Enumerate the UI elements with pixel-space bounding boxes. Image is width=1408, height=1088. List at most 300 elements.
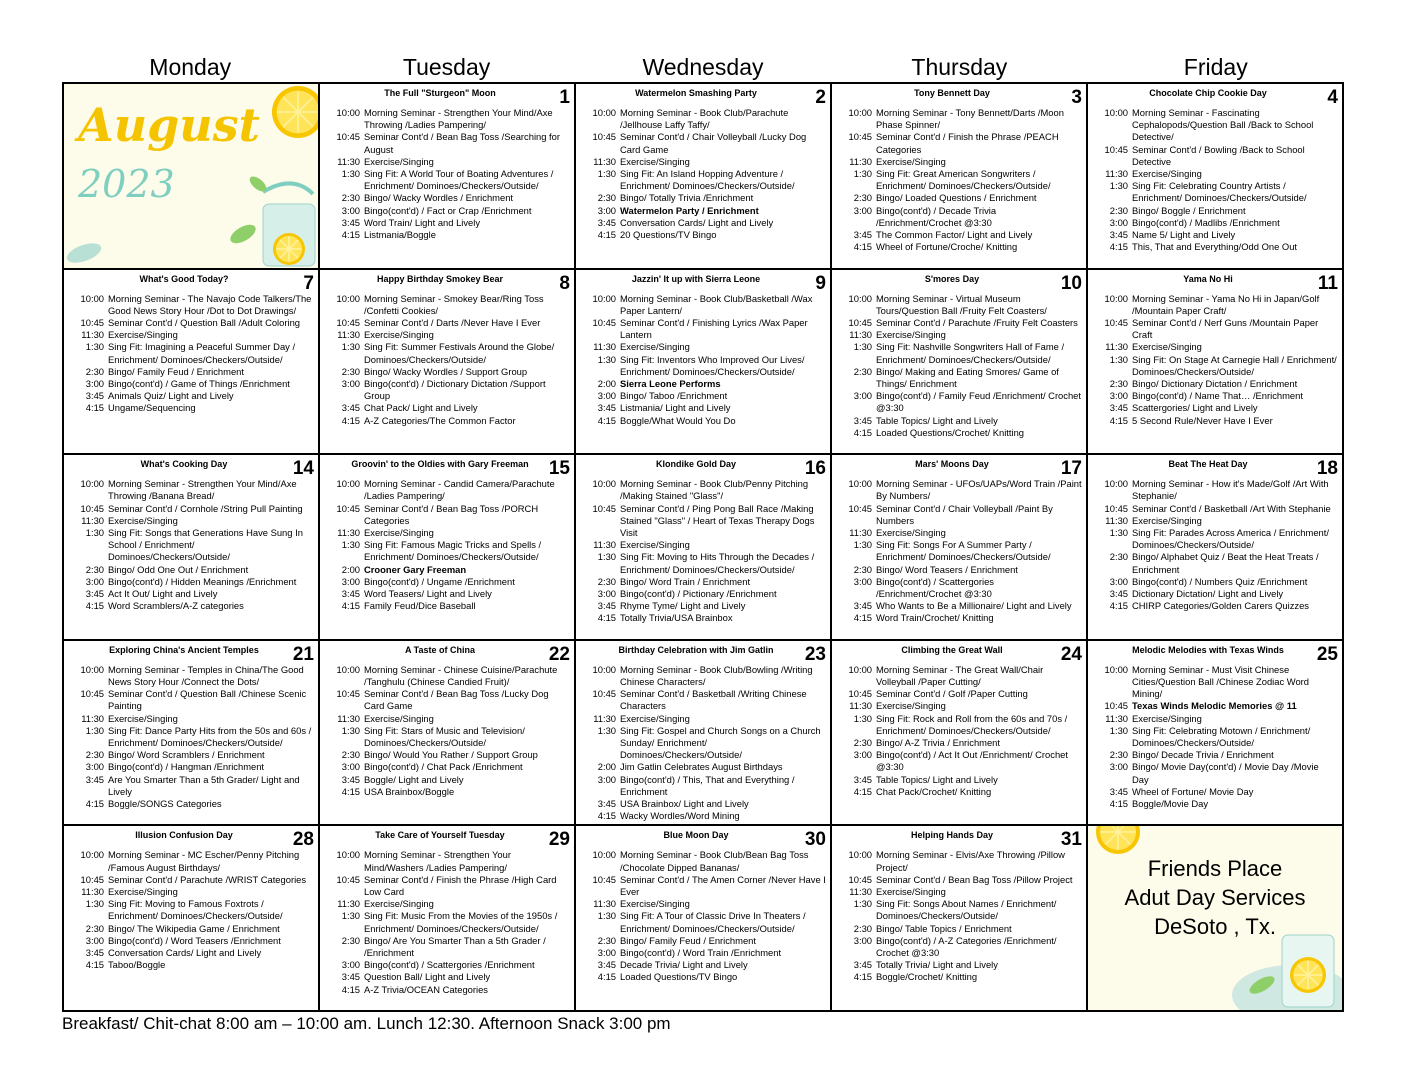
event-description: Morning Seminar - Candid Camera/Parachute /Ladies Pampering/ bbox=[364, 478, 555, 502]
event-time: 3:00 bbox=[1109, 761, 1128, 773]
event-time: 10:00 bbox=[80, 663, 104, 675]
day-number: 24 bbox=[1060, 643, 1082, 665]
event-time: 10:45 bbox=[1104, 502, 1128, 514]
event-description: Bingo/ Would You Rather / Support Group bbox=[364, 749, 538, 761]
event-description: Bingo/ Alphabet Quiz / Beat the Heat Treats / Enrichment bbox=[1132, 551, 1319, 575]
event-description: Texas Winds Melodic Memories @ 11 bbox=[1132, 700, 1297, 712]
event-description: Exercise/Singing bbox=[876, 329, 946, 341]
event-item bbox=[72, 390, 314, 402]
event-description: Seminar Cont'd / Bean Bag Toss /Searching for August bbox=[364, 131, 560, 155]
event-item bbox=[328, 192, 570, 204]
event-time: 3:00 bbox=[1109, 216, 1128, 228]
event-time: 10:00 bbox=[848, 478, 872, 490]
event-time: 10:00 bbox=[336, 292, 360, 304]
event-time: 10:45 bbox=[592, 873, 616, 885]
event-description: Exercise/Singing bbox=[620, 341, 690, 353]
event-description: Ungame/Sequencing bbox=[108, 402, 196, 414]
day-theme: Helping Hands Day bbox=[910, 830, 993, 841]
event-item bbox=[1096, 761, 1338, 785]
event-time: 4:15 bbox=[853, 612, 872, 624]
event-description: Exercise/Singing bbox=[108, 712, 178, 724]
event-time: 10:00 bbox=[592, 107, 616, 118]
event-time: 10:00 bbox=[592, 478, 616, 490]
event-time: 3:00 bbox=[853, 204, 872, 216]
event-item bbox=[584, 664, 826, 688]
event-time: 11:30 bbox=[849, 329, 872, 341]
event-list bbox=[64, 472, 318, 612]
event-item bbox=[328, 725, 570, 749]
event-description: Sing Fit: Moving to Famous Foxtrots / Enrichment/ Dominoes/Checkers/Outside/ bbox=[108, 898, 283, 922]
event-description: Who Wants to Be a Millionaire/ Light and Lively bbox=[876, 600, 1072, 612]
event-description: Morning Seminar - How it's Made/Golf /Art With Stephanie/ bbox=[1132, 478, 1329, 502]
event-description: Exercise/Singing bbox=[876, 700, 946, 712]
day-cell bbox=[319, 454, 575, 640]
event-item bbox=[840, 229, 1082, 241]
event-description: Bingo(cont'd) / Madlibs /Enrichment bbox=[1132, 216, 1280, 228]
event-time: 2:30 bbox=[853, 192, 872, 204]
day-theme: Climbing the Great Wall bbox=[901, 644, 1003, 655]
event-item bbox=[72, 317, 314, 329]
event-time: 4:15 bbox=[597, 612, 616, 624]
event-description: Exercise/Singing bbox=[620, 898, 690, 910]
event-item bbox=[840, 749, 1082, 773]
event-time: 4:15 bbox=[597, 810, 616, 822]
event-description: Morning Seminar - Virtual Museum Tours/Question Ball /Fruity Felt Coasters/ bbox=[876, 292, 1047, 316]
event-item bbox=[584, 156, 826, 168]
event-item bbox=[1096, 527, 1338, 551]
day-number: 18 bbox=[1316, 458, 1338, 480]
event-item bbox=[1096, 144, 1338, 168]
event-time: 4:15 bbox=[1109, 798, 1128, 810]
event-item bbox=[840, 923, 1082, 935]
event-time: 10:45 bbox=[336, 317, 360, 328]
event-item bbox=[840, 935, 1082, 959]
event-item bbox=[840, 786, 1082, 798]
event-description: A-Z Categories/The Common Factor bbox=[364, 414, 516, 426]
event-description: Watermelon Party / Enrichment bbox=[620, 204, 759, 216]
event-time: 3:45 bbox=[853, 414, 872, 426]
event-time: 1:30 bbox=[597, 168, 616, 180]
event-description: Family Feud/Dice Baseball bbox=[364, 600, 476, 612]
event-item bbox=[840, 131, 1082, 155]
meal-schedule-footer: Breakfast/ Chit-chat 8:00 am – 10:00 am. Lunch 12:30. Afternoon Snack 3:00 pm bbox=[62, 1014, 671, 1033]
event-item bbox=[328, 849, 570, 873]
day-theme: A Taste of China bbox=[404, 644, 475, 655]
event-description: Animals Quiz/ Light and Lively bbox=[108, 390, 234, 402]
event-item bbox=[840, 737, 1082, 749]
event-item bbox=[584, 810, 826, 822]
day-number: 23 bbox=[804, 643, 826, 665]
day-cell bbox=[831, 269, 1087, 455]
event-item bbox=[72, 935, 314, 947]
event-time: 10:45 bbox=[336, 502, 360, 514]
event-description: Morning Seminar - Book Club/Bowling /Writing Chinese Characters/ bbox=[620, 663, 813, 687]
event-description: Seminar Cont'd / Bowling /Back to School Detective bbox=[1132, 143, 1305, 167]
event-description: Exercise/Singing bbox=[364, 527, 434, 538]
event-description: Sing Fit: Famous Magic Tricks and Spells / Enrichment/ Dominoes/Checkers/Outside/ bbox=[364, 539, 542, 563]
event-item bbox=[840, 971, 1082, 983]
event-item bbox=[72, 329, 314, 341]
event-time: 10:45 bbox=[336, 131, 360, 143]
event-time: 11:30 bbox=[337, 898, 360, 910]
event-description: Jim Gatlin Celebrates August Birthdays bbox=[620, 761, 783, 773]
event-list bbox=[320, 843, 574, 995]
event-description: Seminar Cont'd / Parachute /Fruity Felt Coasters bbox=[876, 317, 1078, 328]
event-item bbox=[72, 886, 314, 898]
event-item bbox=[584, 205, 826, 217]
event-item bbox=[328, 935, 570, 959]
event-item bbox=[72, 402, 314, 414]
event-time: 2:30 bbox=[85, 365, 104, 377]
event-time: 1:30 bbox=[341, 341, 360, 353]
day-number: 21 bbox=[292, 643, 314, 665]
event-item bbox=[328, 378, 570, 402]
event-time: 10:00 bbox=[80, 849, 104, 861]
event-description: 5 Second Rule/Never Have I Ever bbox=[1132, 414, 1273, 426]
event-description: Sing Fit: Celebrating Motown / Enrichment/ Dominoes/Checkers/Outside/ bbox=[1132, 724, 1311, 749]
day-number: 22 bbox=[548, 643, 570, 665]
event-description: Sing Fit: Songs For A Summer Party / Enrichment/ Dominoes/Checkers/Outside/ bbox=[876, 539, 1051, 563]
weekday-tuesday: Tuesday bbox=[402, 54, 491, 80]
day-theme: Watermelon Smashing Party bbox=[635, 88, 757, 98]
event-time: 2:30 bbox=[341, 934, 360, 946]
event-description: Sing Fit: Parades Across America / Enrichment/ Dominoes/Checkers/Outside/ bbox=[1132, 527, 1329, 551]
event-time: 10:00 bbox=[336, 663, 360, 675]
event-time: 10:00 bbox=[336, 107, 360, 118]
day-cell bbox=[831, 83, 1087, 269]
event-time: 3:00 bbox=[597, 773, 616, 785]
event-time: 10:00 bbox=[336, 478, 360, 490]
event-time: 1:30 bbox=[85, 724, 104, 736]
event-item bbox=[840, 427, 1082, 439]
event-item bbox=[1096, 107, 1338, 144]
event-time: 10:45 bbox=[80, 502, 104, 514]
day-cell bbox=[1087, 640, 1343, 826]
event-time: 2:30 bbox=[853, 922, 872, 934]
event-time: 2:30 bbox=[341, 192, 360, 204]
event-time: 10:00 bbox=[80, 478, 104, 490]
day-theme: Tony Bennett Day bbox=[914, 88, 990, 98]
event-description: Boggle/Movie Day bbox=[1132, 798, 1209, 810]
event-description: Exercise/Singing bbox=[620, 712, 690, 724]
event-description: Bingo/ Are You Smarter Than a 5th Grader / /Enrichment bbox=[364, 934, 546, 959]
event-time: 1:30 bbox=[341, 539, 360, 551]
event-list bbox=[576, 101, 830, 241]
event-description: Sing Fit: Dance Party Hits from the 50s and 60s / Enrichment/ Dominoes/Checkers/Outside/ bbox=[108, 724, 312, 749]
event-description: Exercise/Singing bbox=[620, 155, 690, 167]
day-cell bbox=[575, 825, 831, 1011]
event-item bbox=[328, 229, 570, 241]
day-cell bbox=[319, 83, 575, 269]
event-description: Bingo/ The Wikipedia Game / Enrichment bbox=[108, 922, 280, 934]
event-description: Wheel of Fortune/ Movie Day bbox=[1132, 785, 1254, 797]
event-time: 4:15 bbox=[1109, 600, 1128, 612]
day-theme: The Full "Sturgeon" Moon bbox=[384, 88, 496, 98]
event-item bbox=[72, 725, 314, 749]
event-description: Bingo(cont'd) / Scattergories /Enrichment bbox=[364, 959, 535, 971]
event-description: Bingo(cont'd) / Decade Trivia /Enrichment/Crochet @3:30 bbox=[876, 204, 997, 228]
event-list bbox=[320, 658, 574, 798]
event-item bbox=[328, 600, 570, 612]
event-description: Exercise/Singing bbox=[108, 886, 178, 897]
day-number: 14 bbox=[292, 458, 314, 480]
event-item bbox=[584, 725, 826, 762]
event-time: 3:00 bbox=[85, 575, 104, 587]
event-time: 4:15 bbox=[85, 600, 104, 612]
event-time: 4:15 bbox=[341, 229, 360, 241]
event-time: 4:15 bbox=[85, 959, 104, 971]
event-description: Seminar Cont'd / Bean Bag Toss /Pillow Project bbox=[876, 873, 1073, 885]
event-description: Seminar Cont'd / Darts /Never Have I Ever bbox=[364, 317, 541, 328]
event-description: Bingo(cont'd) / Family Feud /Enrichment/ Crochet @3:30 bbox=[876, 390, 1081, 414]
event-item bbox=[72, 564, 314, 576]
event-item bbox=[840, 959, 1082, 971]
event-item bbox=[72, 874, 314, 886]
day-theme: Take Care of Yourself Tuesday bbox=[375, 830, 505, 841]
event-description: Bingo(cont'd) / Act It Out /Enrichment/ Crochet @3:30 bbox=[876, 749, 1068, 773]
event-time: 11:30 bbox=[593, 898, 616, 910]
event-description: Bingo/ Family Feud / Enrichment bbox=[108, 365, 244, 377]
event-list bbox=[1088, 472, 1342, 612]
event-time: 4:15 bbox=[597, 971, 616, 983]
event-description: Table Topics/ Light and Lively bbox=[876, 773, 998, 785]
event-time: 3:00 bbox=[597, 390, 616, 402]
event-item bbox=[584, 390, 826, 402]
event-description: Morning Seminar - Smokey Bear/Ring Toss /Confetti Cookies/ bbox=[364, 292, 544, 316]
event-time: 10:00 bbox=[848, 292, 872, 304]
event-item bbox=[1096, 241, 1338, 253]
event-item bbox=[584, 217, 826, 229]
event-description: Exercise/Singing bbox=[1132, 341, 1202, 353]
event-time: 3:00 bbox=[85, 934, 104, 946]
event-item bbox=[840, 317, 1082, 329]
event-item bbox=[840, 576, 1082, 600]
event-item bbox=[1096, 168, 1338, 180]
event-description: USA Brainbox/ Light and Lively bbox=[620, 798, 749, 810]
event-item bbox=[328, 478, 570, 502]
event-description: Sierra Leone Performs bbox=[620, 378, 721, 390]
event-description: Sing Fit: An Island Hopping Adventure / Enrichment/ Dominoes/Checkers/Outside/ bbox=[620, 168, 795, 192]
event-item bbox=[1096, 576, 1338, 588]
event-item bbox=[328, 205, 570, 217]
event-description: This, That and Everything/Odd One Out bbox=[1132, 241, 1298, 253]
day-number: 11 bbox=[1317, 272, 1338, 294]
event-time: 2:30 bbox=[597, 192, 616, 204]
event-time: 3:00 bbox=[1109, 575, 1128, 587]
event-item bbox=[1096, 503, 1338, 515]
event-item bbox=[328, 168, 570, 192]
event-item bbox=[584, 354, 826, 378]
event-description: Seminar Cont'd / Cornhole /String Pull Painting bbox=[108, 502, 303, 514]
event-time: 10:45 bbox=[80, 688, 104, 700]
event-item bbox=[1096, 798, 1338, 810]
event-list bbox=[1088, 658, 1342, 810]
event-description: Boggle/ Light and Lively bbox=[364, 773, 464, 785]
day-cell bbox=[831, 825, 1087, 1011]
event-item bbox=[72, 341, 314, 365]
event-description: Seminar Cont'd / Parachute /WRIST Categories bbox=[108, 873, 307, 885]
event-item bbox=[328, 503, 570, 527]
event-list bbox=[320, 101, 574, 241]
event-description: Sing Fit: On Stage At Carnegie Hall / Enrichment/ Dominoes/Checkers/Outside/ bbox=[1132, 353, 1337, 377]
event-description: Exercise/Singing bbox=[876, 527, 946, 538]
event-time: 11:30 bbox=[337, 329, 360, 341]
event-time: 10:00 bbox=[592, 663, 616, 675]
event-item bbox=[1096, 725, 1338, 749]
day-number: 7 bbox=[303, 272, 314, 294]
day-number: 31 bbox=[1060, 829, 1082, 851]
event-time: 3:45 bbox=[1109, 229, 1128, 241]
event-item bbox=[840, 713, 1082, 737]
event-list bbox=[576, 472, 830, 624]
event-list bbox=[1088, 101, 1342, 253]
event-time: 3:00 bbox=[341, 959, 360, 971]
event-description: Bingo(cont'd) / Hangman /Enrichment bbox=[108, 761, 265, 773]
day-theme: S'mores Day bbox=[924, 273, 980, 284]
event-list bbox=[64, 287, 318, 415]
day-cell bbox=[1087, 454, 1343, 640]
month-banner bbox=[63, 83, 319, 269]
event-time: 11:30 bbox=[337, 712, 360, 724]
event-time: 2:30 bbox=[1109, 204, 1128, 216]
event-time: 10:45 bbox=[1104, 317, 1128, 328]
event-item bbox=[328, 564, 570, 576]
event-time: 1:30 bbox=[853, 341, 872, 353]
event-description: Seminar Cont'd / Chair Volleyball /Lucky Dog Card Game bbox=[620, 131, 807, 155]
event-item bbox=[72, 774, 314, 798]
day-number: 17 bbox=[1060, 458, 1082, 480]
day-number: 28 bbox=[292, 829, 314, 851]
day-theme: Groovin' to the Oldies with Gary Freeman bbox=[351, 459, 529, 470]
event-description: Sing Fit: Summer Festivals Around the Globe/ Dominoes/Checkers/Outside/ bbox=[364, 341, 555, 365]
event-item bbox=[840, 874, 1082, 886]
event-item bbox=[328, 341, 570, 365]
event-description: Bingo(cont'd) / A-Z Categories /Enrichment/ Crochet @3:30 bbox=[876, 934, 1057, 959]
event-item bbox=[328, 664, 570, 688]
event-item bbox=[328, 971, 570, 983]
event-description: Bingo/ Wacky Wordles / Enrichment bbox=[364, 192, 514, 204]
event-time: 11:30 bbox=[849, 155, 872, 167]
event-description: Exercise/Singing bbox=[1132, 712, 1202, 724]
event-list bbox=[832, 843, 1086, 983]
event-time: 10:00 bbox=[848, 663, 872, 675]
month-title: August bbox=[78, 98, 260, 152]
event-time: 2:30 bbox=[341, 749, 360, 761]
event-time: 3:45 bbox=[341, 588, 360, 600]
event-time: 3:00 bbox=[341, 204, 360, 216]
event-time: 2:00 bbox=[341, 563, 360, 575]
event-item bbox=[584, 688, 826, 712]
event-item bbox=[1096, 713, 1338, 725]
event-description: Morning Seminar - Elvis/Axe Throwing /Pillow Project/ bbox=[876, 849, 1065, 873]
event-time: 3:45 bbox=[341, 402, 360, 414]
event-description: Seminar Cont'd / Finish the Phrase /PEACH Categories bbox=[876, 131, 1059, 155]
event-description: Morning Seminar - The Great Wall/Chair Volleyball /Paper Cutting/ bbox=[876, 663, 1044, 687]
day-number: 29 bbox=[548, 829, 570, 851]
event-item bbox=[328, 761, 570, 773]
event-description: Bingo(cont'd) / Numbers Quiz /Enrichment bbox=[1132, 575, 1308, 587]
event-list bbox=[576, 287, 830, 427]
event-time: 1:30 bbox=[597, 353, 616, 365]
event-item bbox=[840, 774, 1082, 786]
event-description: Seminar Cont'd / Ping Pong Ball Race /Making Stained "Glass" / Heart of Texas Therapy Dogs Visit bbox=[620, 502, 815, 538]
event-time: 10:45 bbox=[1104, 143, 1128, 155]
event-item bbox=[328, 774, 570, 786]
event-item bbox=[1096, 664, 1338, 701]
event-time: 10:00 bbox=[80, 292, 104, 304]
event-item bbox=[72, 798, 314, 810]
event-description: Crooner Gary Freeman bbox=[364, 563, 467, 575]
event-item bbox=[328, 366, 570, 378]
event-description: Morning Seminar - Strengthen Your Mind/Axe Throwing /Banana Bread/ bbox=[108, 478, 297, 502]
event-item bbox=[584, 478, 826, 502]
event-list bbox=[576, 658, 830, 823]
event-description: Act It Out/ Light and Lively bbox=[108, 588, 218, 600]
event-time: 2:30 bbox=[853, 365, 872, 377]
event-description: Wheel of Fortune/Croche/ Knitting bbox=[876, 241, 1018, 253]
event-time: 3:00 bbox=[597, 204, 616, 216]
event-time: 3:45 bbox=[597, 216, 616, 228]
event-description: Seminar Cont'd / Question Ball /Chinese Scenic Painting bbox=[108, 688, 307, 712]
event-item bbox=[72, 959, 314, 971]
day-cell bbox=[575, 83, 831, 269]
event-time: 3:00 bbox=[1109, 390, 1128, 402]
event-time: 1:30 bbox=[597, 724, 616, 736]
event-time: 3:45 bbox=[1109, 402, 1128, 414]
event-time: 1:30 bbox=[341, 168, 360, 180]
event-time: 11:30 bbox=[1105, 712, 1128, 724]
event-time: 4:15 bbox=[1109, 241, 1128, 253]
weekday-wednesday: Wednesday bbox=[642, 54, 764, 80]
event-description: CHIRP Categories/Golden Carers Quizzes bbox=[1132, 600, 1309, 612]
event-time: 10:45 bbox=[336, 688, 360, 700]
event-item bbox=[840, 366, 1082, 390]
center-service: Adut Day Services bbox=[1124, 885, 1306, 911]
event-time: 10:45 bbox=[80, 317, 104, 328]
event-item bbox=[1096, 293, 1338, 317]
event-description: Conversation Cards/ Light and Lively bbox=[620, 216, 774, 228]
event-item bbox=[584, 551, 826, 575]
event-item bbox=[72, 378, 314, 390]
event-item bbox=[72, 503, 314, 515]
event-description: Bingo(cont'd) / Fact or Crap /Enrichment bbox=[364, 204, 532, 216]
day-cell bbox=[63, 825, 319, 1011]
event-time: 4:15 bbox=[341, 983, 360, 995]
event-time: 1:30 bbox=[1109, 527, 1128, 538]
event-item bbox=[72, 588, 314, 600]
event-description: Name 5/ Light and Lively bbox=[1132, 229, 1236, 241]
day-cell bbox=[1087, 83, 1343, 269]
event-item bbox=[584, 612, 826, 624]
event-item bbox=[840, 688, 1082, 700]
event-list bbox=[832, 101, 1086, 253]
event-item bbox=[584, 935, 826, 947]
event-description: Sing Fit: Rock and Roll from the 60s and 70s / Enrichment/ Dominoes/Checkers/Outside/ bbox=[876, 712, 1068, 736]
event-item bbox=[328, 539, 570, 563]
event-description: Listmania/ Light and Lively bbox=[620, 402, 731, 414]
event-time: 11:30 bbox=[849, 700, 872, 712]
event-item bbox=[328, 910, 570, 934]
event-time: 4:15 bbox=[853, 426, 872, 438]
event-item bbox=[72, 749, 314, 761]
event-item bbox=[840, 539, 1082, 563]
event-item bbox=[584, 588, 826, 600]
event-time: 3:00 bbox=[853, 390, 872, 402]
event-time: 2:30 bbox=[85, 563, 104, 575]
event-description: Seminar Cont'd / Basketball /Writing Chinese Characters bbox=[620, 688, 807, 712]
event-time: 11:30 bbox=[81, 514, 104, 526]
event-description: Bingo/ Dictionary Dictation / Enrichment bbox=[1132, 378, 1298, 390]
